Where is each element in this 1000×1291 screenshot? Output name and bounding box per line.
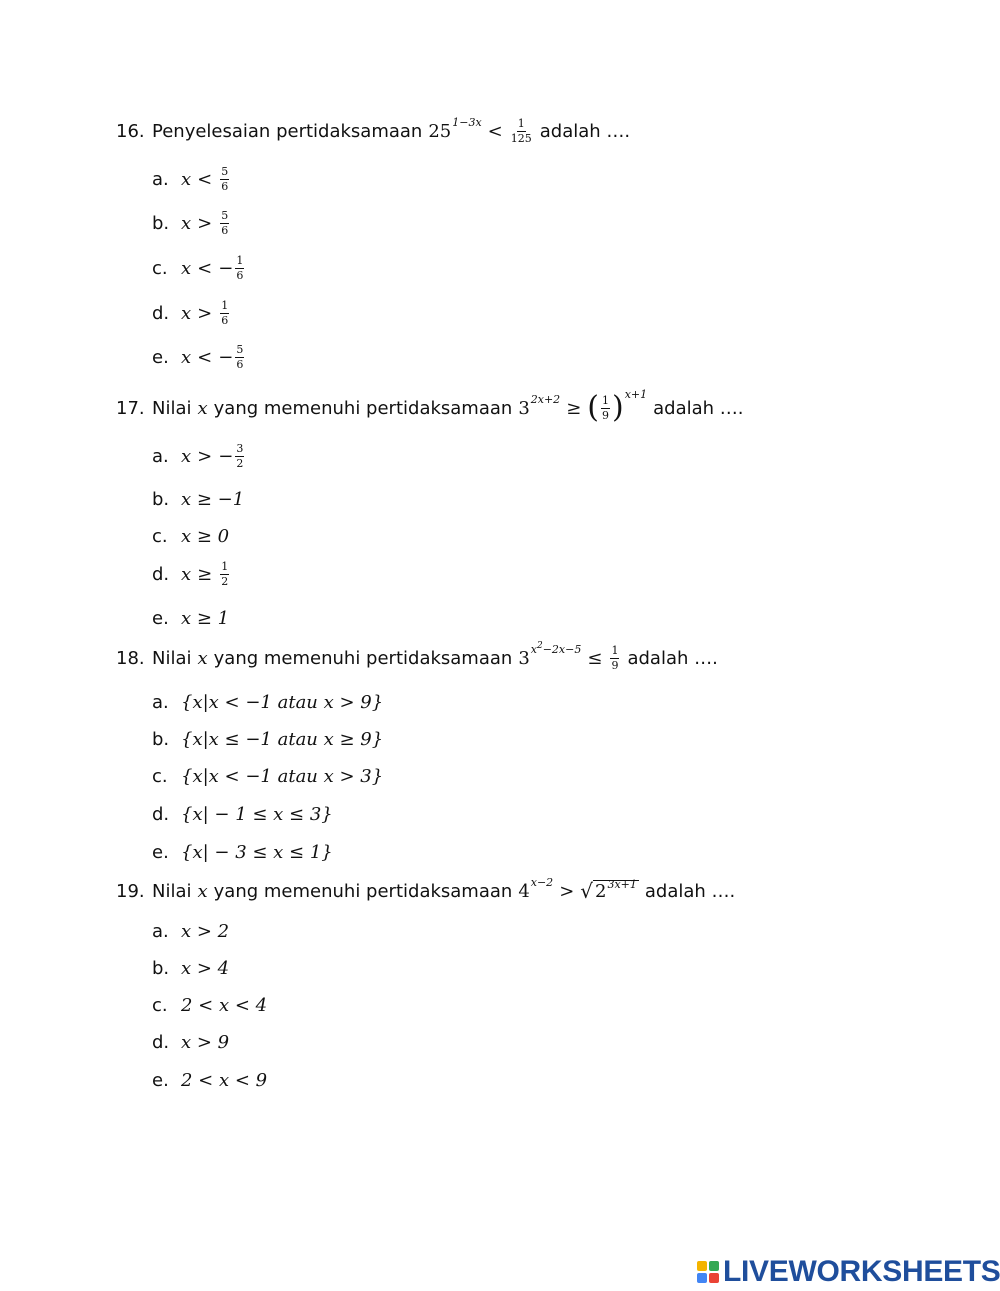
option-letter: a.: [152, 692, 169, 713]
math-relation: ≤: [587, 648, 603, 669]
option-fraction: [235, 443, 244, 470]
option-letter: e.: [152, 842, 169, 863]
question-text: yang memenuhi pertidaksamaan: [213, 397, 513, 419]
exponent-rest: −2x−5: [542, 643, 582, 656]
fraction-denominator: 125: [510, 132, 532, 145]
option-19b[interactable]: [152, 958, 229, 979]
fraction-denominator: 6: [221, 314, 229, 327]
fraction-denominator: 9: [611, 659, 619, 672]
option-16c[interactable]: [152, 255, 246, 282]
exponent-power: 2: [536, 641, 543, 651]
option-16b[interactable]: [152, 210, 231, 237]
math-base: 4: [518, 880, 530, 902]
fraction-numerator: 5: [221, 165, 229, 178]
option-letter: d.: [152, 564, 170, 585]
math-exponent: [531, 643, 582, 656]
math-exponent: 2x+2: [530, 392, 561, 406]
question-19: [116, 875, 736, 903]
option-17e[interactable]: [152, 608, 229, 629]
option-19d[interactable]: [152, 1032, 229, 1053]
option-sign: −: [218, 347, 234, 368]
option-18e[interactable]: [152, 842, 333, 863]
question-var: x: [197, 880, 208, 902]
option-sign: −: [218, 258, 234, 279]
fraction-denominator: 2: [221, 575, 229, 588]
option-fraction: [235, 255, 244, 282]
math-exponent-2: x+1: [624, 387, 648, 401]
math-exponent: 1−3x: [452, 116, 482, 129]
option-19c[interactable]: [152, 995, 267, 1016]
logo-square: [697, 1273, 707, 1283]
math-fraction: [511, 118, 532, 145]
question-text-before: Nilai: [152, 397, 192, 419]
fraction-numerator: 1: [517, 117, 525, 130]
option-letter: d.: [152, 1032, 170, 1053]
option-letter: c.: [152, 995, 168, 1016]
option-17b[interactable]: [152, 489, 244, 510]
option-relation: >: [197, 213, 213, 234]
option-letter: a.: [152, 921, 169, 942]
option-var: x: [181, 303, 192, 324]
math-relation: >: [559, 880, 575, 902]
option-fraction: [220, 166, 229, 193]
question-text-before: Nilai: [152, 648, 192, 669]
fraction-denominator: 9: [602, 408, 609, 422]
logo-text: LIVEWORKSHEETS: [723, 1255, 1000, 1288]
option-expression: {x| − 3 ≤ x ≤ 1}: [181, 842, 333, 863]
option-relation: <: [197, 258, 213, 279]
option-expression: {x|x < −1 atau x > 3}: [181, 766, 384, 787]
option-letter: b.: [152, 729, 170, 750]
left-paren: (: [587, 390, 599, 425]
question-tail: adalah ….: [627, 648, 718, 669]
option-letter: b.: [152, 958, 170, 979]
fraction-denominator: 6: [236, 269, 244, 282]
math-relation: <: [487, 121, 503, 142]
math-relation: ≥: [566, 397, 582, 419]
option-letter: d.: [152, 303, 170, 324]
question-16: [116, 118, 630, 145]
question-18: [116, 641, 718, 672]
option-var: x: [181, 169, 192, 190]
radicand: [593, 880, 639, 902]
option-relation: <: [197, 347, 213, 368]
logo-square: [709, 1273, 719, 1283]
right-paren: ): [612, 390, 624, 425]
option-18c[interactable]: [152, 766, 383, 787]
option-letter: e.: [152, 347, 169, 368]
question-text-before: Nilai: [152, 880, 192, 902]
option-expression: {x|x ≤ −1 atau x ≥ 9}: [181, 729, 384, 750]
option-16e[interactable]: [152, 344, 246, 371]
option-var: x: [181, 347, 192, 368]
question-number: 19.: [116, 880, 145, 902]
option-expression: {x|x < −1 atau x > 9}: [181, 692, 384, 713]
fraction-numerator: 1: [236, 254, 244, 267]
option-expression: {x| − 1 ≤ x ≤ 3}: [181, 804, 333, 825]
option-18d[interactable]: [152, 804, 333, 825]
question-text: Penyelesaian pertidaksamaan: [152, 121, 423, 142]
option-letter: a.: [152, 446, 169, 467]
fraction-numerator: 3: [236, 442, 244, 455]
option-16a[interactable]: [152, 166, 231, 193]
fraction-numerator: 1: [221, 560, 229, 573]
logo-square: [697, 1261, 707, 1271]
fraction-numerator: 1: [602, 393, 609, 407]
option-expression: x > 4: [181, 958, 230, 979]
logo-square: [709, 1261, 719, 1271]
option-fraction: [220, 300, 229, 327]
fraction-denominator: 6: [221, 180, 229, 193]
logo-mark-icon: [697, 1261, 719, 1283]
question-tail: adalah ….: [653, 397, 744, 419]
fraction-numerator: 1: [611, 644, 619, 657]
option-19e[interactable]: [152, 1070, 267, 1091]
option-var: x: [181, 258, 192, 279]
math-exponent: x−2: [530, 875, 554, 889]
option-relation: >: [197, 446, 213, 467]
question-tail: adalah ….: [644, 880, 736, 902]
question-var: x: [197, 648, 208, 669]
question-number: 18.: [116, 648, 145, 669]
option-var: x: [181, 446, 192, 467]
fraction-numerator: 5: [236, 343, 244, 356]
fraction-numerator: 1: [221, 299, 229, 312]
option-letter: b.: [152, 489, 170, 510]
liveworksheets-logo: [697, 1255, 1000, 1289]
option-var: x: [181, 564, 192, 585]
option-var: x: [181, 213, 192, 234]
option-18b[interactable]: [152, 729, 383, 750]
question-17: [116, 387, 744, 425]
option-17c[interactable]: [152, 526, 229, 547]
option-19a[interactable]: [152, 921, 229, 942]
question-tail: adalah ….: [539, 121, 631, 142]
option-relation: <: [197, 169, 213, 190]
question-number: 16.: [116, 121, 145, 142]
math-base: 3: [518, 397, 530, 419]
math-base: 3: [518, 648, 530, 669]
option-letter: c.: [152, 766, 168, 787]
option-expression: x ≥ 1: [181, 608, 230, 629]
sqrt-icon: √: [580, 879, 594, 903]
option-sign: −: [218, 446, 234, 467]
fraction-numerator: 5: [221, 209, 229, 222]
option-17a[interactable]: [152, 443, 246, 470]
option-relation: ≥: [197, 564, 213, 585]
fraction-denominator: 6: [221, 224, 229, 237]
option-letter: c.: [152, 526, 168, 547]
option-expression: 2 < x < 9: [181, 1070, 268, 1091]
option-relation: >: [197, 303, 213, 324]
option-letter: a.: [152, 169, 169, 190]
fraction-denominator: 2: [236, 457, 244, 470]
option-letter: d.: [152, 804, 170, 825]
option-letter: e.: [152, 608, 169, 629]
option-fraction: [220, 210, 229, 237]
option-fraction: [220, 561, 229, 588]
option-expression: x > 9: [181, 1032, 230, 1053]
option-fraction: [235, 344, 244, 371]
question-number: 17.: [116, 397, 145, 419]
option-expression: x ≥ −1: [181, 489, 245, 510]
root-exponent: 3x+1: [607, 878, 637, 891]
option-expression: x ≥ 0: [181, 526, 230, 547]
option-letter: c.: [152, 258, 168, 279]
math-base: 25: [428, 121, 452, 142]
math-fraction: [601, 395, 610, 422]
question-text: yang memenuhi pertidaksamaan: [213, 880, 513, 902]
option-expression: 2 < x < 4: [181, 995, 268, 1016]
option-18a[interactable]: [152, 692, 383, 713]
option-letter: e.: [152, 1070, 169, 1091]
option-letter: b.: [152, 213, 170, 234]
option-expression: x > 2: [181, 921, 230, 942]
option-17d[interactable]: [152, 561, 231, 588]
question-text: yang memenuhi pertidaksamaan: [213, 648, 513, 669]
option-16d[interactable]: [152, 300, 231, 327]
root-base: 2: [595, 881, 607, 902]
fraction-denominator: 6: [236, 358, 244, 371]
question-var: x: [197, 397, 208, 419]
math-fraction: [610, 645, 619, 672]
exponent-var: x: [530, 643, 537, 656]
